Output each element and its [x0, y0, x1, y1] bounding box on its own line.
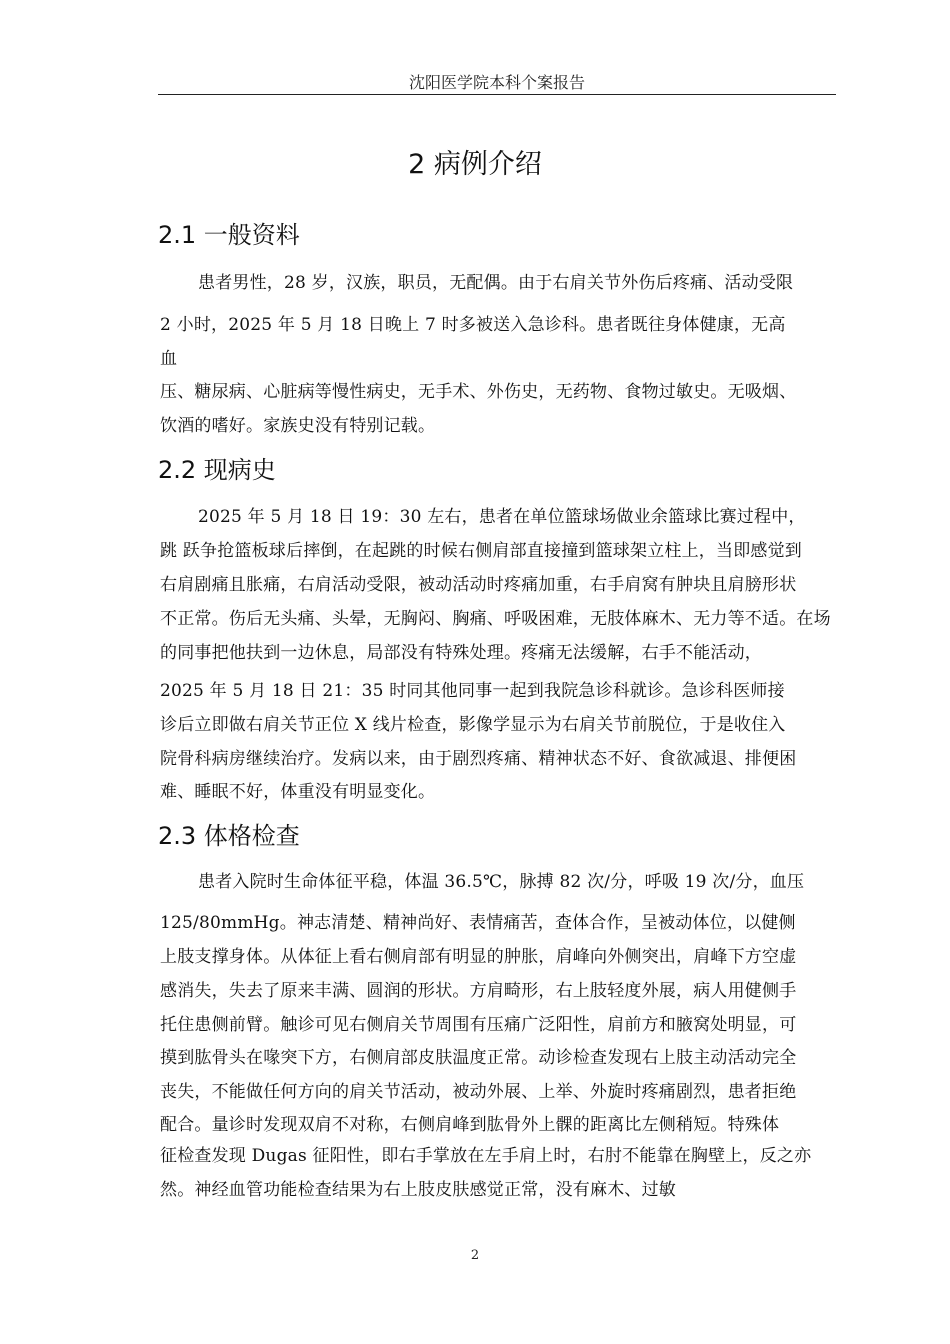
paragraph-line: 2025 年 5 月 18 日 19：30 左右，患者在单位篮球场做业余篮球比赛过程中， [198, 507, 806, 527]
paragraph-line: 难、睡眠不好，体重没有明显变化。 [160, 782, 436, 802]
paragraph-line: 压、糖尿病、心脏病等慢性病史，无手术、外伤史，无药物、食物过敏史。无吸烟、 [160, 382, 797, 402]
paragraph-line: 2 小时，2025 年 5 月 18 日晚上 7 时多被送入急诊科。患者既往身体健康，无高 [160, 315, 786, 335]
paragraph-line: 丧失，不能做任何方向的肩关节活动，被动外展、上举、外旋时疼痛剧烈，患者拒绝 [160, 1082, 797, 1102]
paragraph-line: 的同事把他扶到一边休息，局部没有特殊处理。疼痛无法缓解，右手不能活动， [160, 643, 762, 663]
paragraph-line: 院骨科病房继续治疗。发病以来，由于剧烈疼痛、精神状态不好、食欲减退、排便困 [160, 749, 797, 769]
paragraph-line: 摸到肱骨头在喙突下方，右侧肩部皮肤温度正常。动诊检查发现右上肢主动活动完全 [160, 1048, 797, 1068]
paragraph-line: 饮酒的嗜好。家族史没有特别记载。 [160, 416, 436, 436]
page-header [158, 66, 836, 95]
paragraph-line: 不正常。伤后无头痛、头晕，无胸闷、胸痛、呼吸困难，无肢体麻木、无力等不适。在场 [160, 609, 831, 629]
paragraph-line: 上肢支撑身体。从体征上看右侧肩部有明显的肿胀，肩峰向外侧突出，肩峰下方空虚 [160, 947, 797, 967]
paragraph-line: 右肩剧痛且胀痛，右肩活动受限，被动活动时疼痛加重，右手肩窝有肿块且肩膀形状 [160, 575, 797, 595]
page-number: 2 [470, 1248, 480, 1263]
chapter-title: 2 病例介绍 [408, 149, 542, 180]
paragraph-line: 然。神经血管功能检查结果为右上肢皮肤感觉正常，没有麻木、过敏 [160, 1180, 676, 1200]
paragraph-line: 2025 年 5 月 18 日 21：35 时同其他同事一起到我院急诊科就诊。急诊科医师接 [160, 681, 785, 701]
section-title-history: 2.2 现病史 [158, 456, 276, 484]
paragraph-line: 配合。量诊时发现双肩不对称，右侧肩峰到肱骨外上髁的距离比左侧稍短。特殊体 [160, 1115, 780, 1135]
paragraph-line: 125/80mmHg。神志清楚、精神尚好、表情痛苦，查体合作，呈被动体位，以健侧 [160, 913, 796, 933]
paragraph-line: 血 [160, 349, 178, 369]
section-title-general: 2.1 一般资料 [158, 221, 300, 249]
paragraph-line: 托住患侧前臂。触诊可见右侧肩关节周围有压痛广泛阳性，肩前方和腋窝处明显，可 [160, 1015, 797, 1035]
paragraph-line: 感消失，失去了原来丰满、圆润的形状。方肩畸形，右上肢轻度外展，病人用健侧手 [160, 981, 797, 1001]
paragraph-line: 患者入院时生命体征平稳，体温 36.5℃，脉搏 82 次/分，呼吸 19 次/分，血压 [198, 872, 805, 892]
paragraph-line: 跳 跃争抢篮板球后摔倒，在起跳的时候右侧肩部直接撞到篮球架立柱上，当即感觉到 [160, 541, 803, 561]
paragraph-line: 患者男性，28 岁，汉族，职员，无配偶。由于右肩关节外伤后疼痛、活动受限 [198, 273, 794, 293]
paragraph-line: 征检查发现 Dugas 征阳性，即右手掌放在左手肩上时，右肘不能靠在胸壁上，反之亦 [160, 1146, 812, 1166]
paragraph-line: 诊后立即做右肩关节正位 X 线片检查，影像学显示为右肩关节前脱位，于是收住入 [160, 715, 786, 735]
section-title-physical-exam: 2.3 体格检查 [158, 822, 300, 850]
header-title: 沈阳医学院本科个案报告 [408, 73, 585, 92]
